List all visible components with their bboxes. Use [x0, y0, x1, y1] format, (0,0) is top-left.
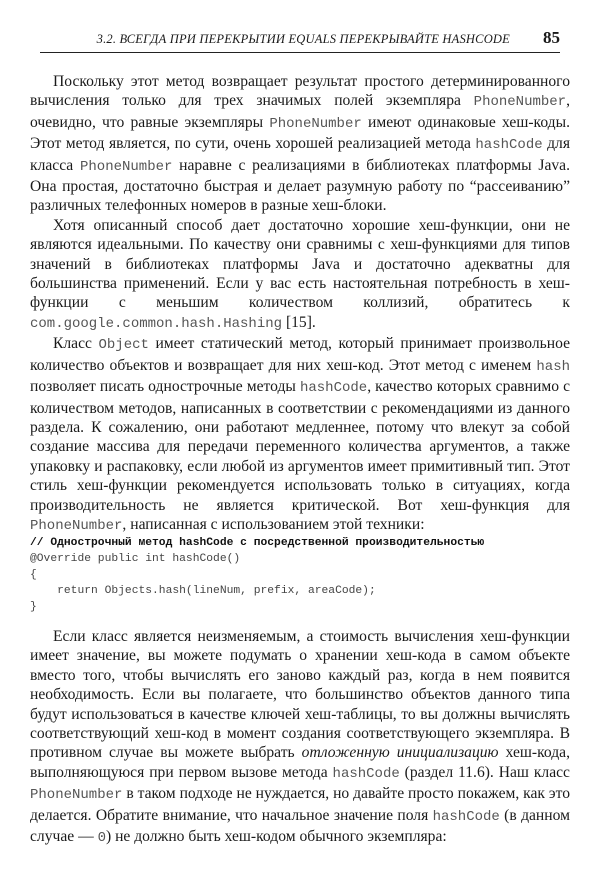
page-number: 85: [543, 28, 560, 47]
code-line: {: [30, 569, 37, 581]
code-line: @Override public int hashCode(): [30, 553, 241, 565]
paragraph-1: Поскольку этот метод возвращает результат простого детерминированного вычисления только для трех значимых полей экземпляра PhoneNumber, очевидно, что равные экземпляры PhoneNumber имеют одинаковые хеш-коды. Этот метод является, по сути, очень хорошей реализацией метода hashCode для класса PhoneNumber наравне с реализациями в библиотеках платформы Java. Она простая, достаточно быстрая и делает разумную работу по “рассеиванию” различных телефонных номеров в разные хеш-блоки.: [30, 73, 570, 215]
code-line: return Objects.hash(lineNum, prefix, areaCode);: [30, 585, 376, 597]
paragraph-4: Если класс является неизменяемым, а стоимость вычисления хеш-функции имеет значение, вы можете подумать о хранении хеш-кода в самом объекте вместо того, чтобы вычислять его заново каждый раз, когда в нем появится необходимость. Если вы полагаете, что большинство объектов данного типа будут использоваться в качестве ключей хеш-таблицы, то вы должны вычислять соответствующий хеш-код в момент создания соответствующего экземпляра. В противном случае вы можете выбрать отложенную инициализацию хеш-кода, выполняющуюся при первом вызове метода hashCode (раздел 11.6). Наш класс PhoneNumber в таком подходе не нуждается, но давайте просто покажем, как это делается. Обратите внимание, что начальное значение поля hashCode (в данном случае — 0) не должно быть хеш-кодом обычного экземпляра:: [30, 628, 570, 847]
paragraph-2: Хотя описанный способ дает достаточно хорошие хеш-функции, они не являются идеальными. По качеству они сравнимы с хеш-функциями для типов значений в библиотеках платформы Java и достаточно адекватны для большинства применений. Если у вас есть настоятельная потребность в хеш-функции с меньшим количеством коллизий, обратитесь к com.google.common.hash.Hashing [15].: [30, 216, 570, 332]
code-line: }: [30, 601, 37, 613]
section-title: 3.2. ВСЕГДА ПРИ ПЕРЕКРЫТИИ EQUALS ПЕРЕКРЫВАЙТЕ HASHCODE: [96, 32, 510, 46]
text-body-bottom: [30, 627, 570, 848]
text-body-top: [30, 72, 570, 536]
running-header: [40, 30, 560, 53]
paragraph-3: Класс Object имеет статический метод, который принимает произвольное количество объектов и возвращает для них хеш-код. Этот метод с именем hash позволяет писать однострочные методы hashCode, качество которых сравнимо с количеством методов, написанных в соответствии с рекомендациями из данного раздела. К сожалению, они работают медленнее, потому что влекут за собой создание массива для передачи переменного количества аргументов, а также упаковку и распаковку, если любой из аргументов имеет примитивный тип. Этот стиль хеш-функции рекомендуется использовать только в ситуациях, когда производительность не является критической. Вот хеш-функция для PhoneNumber, написанная с использованием этой техники:: [30, 335, 570, 534]
code-comment: // Однострочный метод hashCode с посредственной производительностью: [30, 537, 485, 549]
code-listing: [30, 535, 570, 615]
